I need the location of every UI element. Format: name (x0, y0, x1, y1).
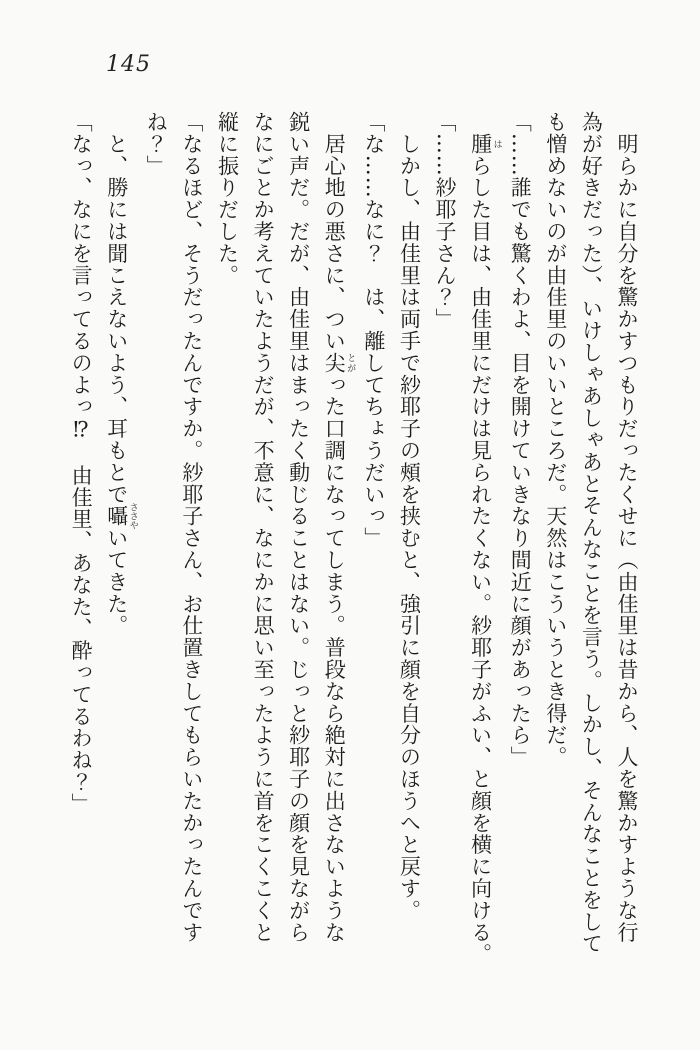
furigana-ruby: 尖 とが (322, 351, 356, 374)
text-line: 「なっ、なにを言ってるのよっ⁉ 由佳里、あなた、酔ってるわね？」 (69, 111, 94, 815)
furigana-ruby: 囁 ささや (104, 502, 138, 530)
text-line: なにごとか考えていたようだが、不意に、なにかに思い至ったように首をこくこくと (251, 111, 276, 944)
furigana-ruby: 腫 は (468, 132, 502, 155)
page-number: 145 (106, 52, 151, 77)
text-line: 為が好きだった）、いけしゃあしゃあとそんなことを言う。しかし、そんなことをして (579, 111, 604, 955)
text-line: 「……紗耶子さん？」 (433, 111, 458, 330)
text-line: と、勝には聞こえないよう、耳もとで囁 ささやいてきた。 (104, 111, 138, 637)
text-line: ね？」 (144, 111, 169, 177)
text-line: 「な……なに？ は、離してちょうだいっ」 (361, 111, 386, 549)
text-line: 居心地の悪さに、つい尖 とがった口調になってしまう。普段なら絶対に出さないような (322, 111, 356, 944)
text-line: 腫 はらした目は、由佳里にだけは見られたくない。紗耶子がふい、と顔を横に向ける。 (468, 132, 502, 966)
text-line: しかし、由佳里は両手で紗耶子の頰を挟むと、強引に顔を自分のほうへと戻す。 (397, 111, 422, 922)
text-block (63, 111, 645, 969)
text-line: 「なるほど、そうだったんですか。紗耶子さん、お仕置きしてもらいたかったんです (179, 111, 204, 944)
text-line: 明らかに自分を驚かすつもりだったくせに（由佳里は昔から、人を驚かすような行 (615, 111, 639, 944)
text-line: 「……誰でも驚くわよ、目を開けていきなり間近に顔があったら」 (508, 111, 533, 768)
text-line: 縦に振りだした。 (215, 111, 240, 287)
text-line: 鋭い声だ。だが、由佳里はまったく動じることはない。じっと紗耶子の顔を見ながら (286, 111, 311, 944)
text-line: も憎めないのが由佳里のいいところだ。天然はこういうとき得だ。 (543, 111, 568, 768)
